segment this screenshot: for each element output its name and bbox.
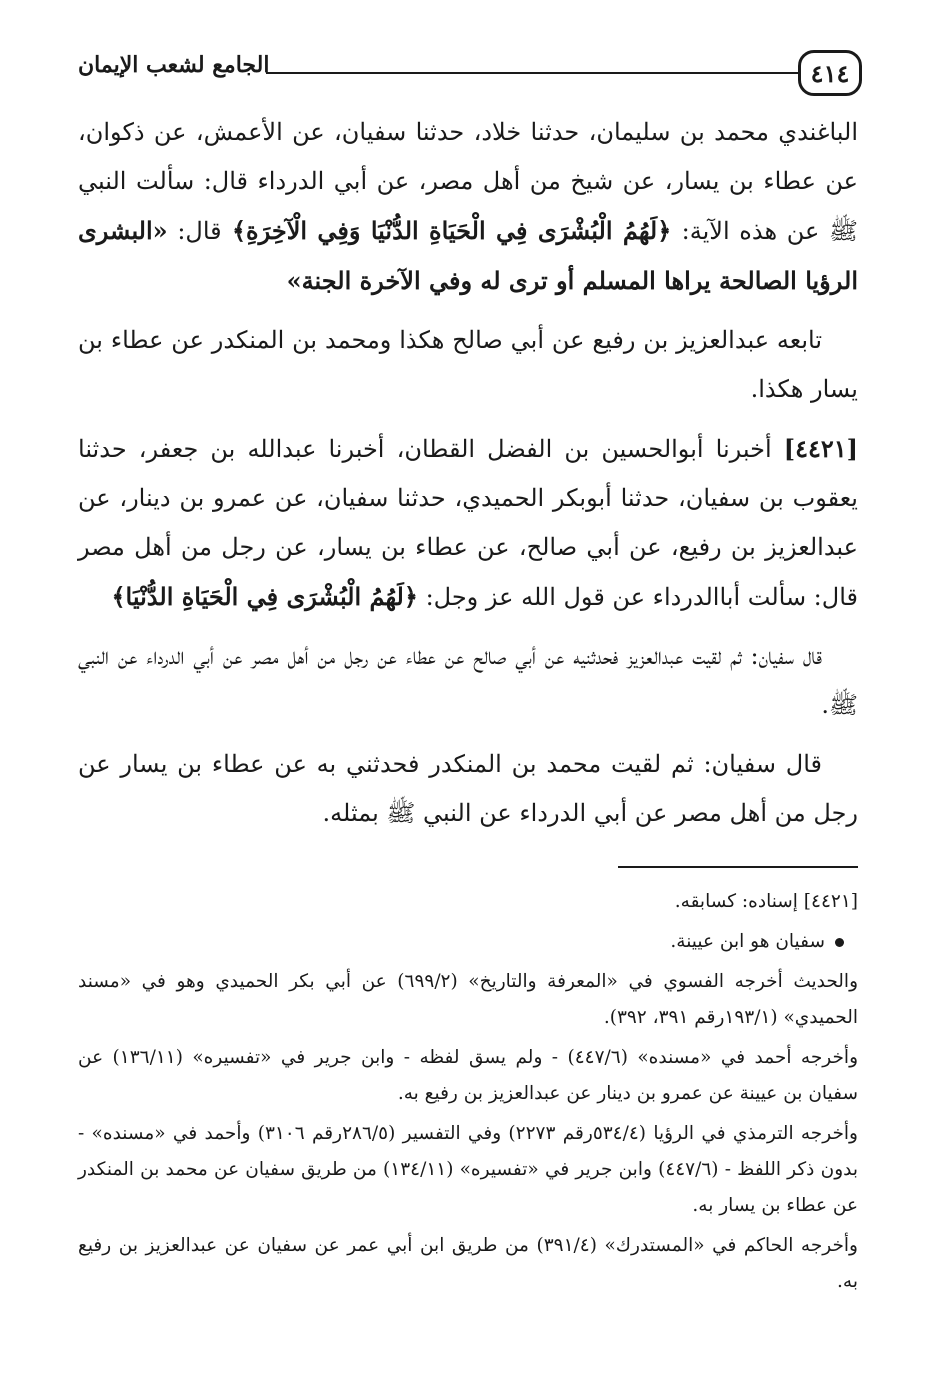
bullet-icon [835, 938, 844, 947]
footnote-6: وأخرجه الحاكم في «المستدرك» (٣٩١/٤) من طريق ابن أبي عمر عن سفيان عن عبدالعزيز بن رفيع به. [78, 1235, 858, 1292]
paragraph-1 [78, 108, 858, 306]
paragraph-2: تابعه عبدالعزيز بن رفيع عن أبي صالح هكذا ومحمد بن المنكدر عن عطاء بن يسار هكذا. [78, 326, 858, 403]
paragraph-5: قال سفيان: ثم لقيت محمد بن المنكدر فحدثني به عن عطاء بن يسار عن رجل من أهل مصر عن أبي الدرداء عن النبي ﷺ بمثله. [78, 750, 858, 827]
paragraph-3-text: أخبرنا أبوالحسين بن الفضل القطان، أخبرنا عبدالله بن جعفر، حدثنا يعقوب بن سفيان، حدثنا أبوبكر الحميدي، حدثنا سفيان، عن عمرو بن دينار، عن عبدالعزيز بن رفيع، عن أبي صالح، عن عطاء بن يسار، عن رجل من أهل مصر قال: سألت أباالدرداء عن قول الله عز وجل: [78, 435, 858, 611]
paragraph-4: قال سفيان: ثم لقيت عبدالعزيز فحدثنيه عن أبي صالح عن عطاء عن رجل من أهل مصر عن أبي الدرداء عن النبي ﷺ. [78, 642, 858, 719]
footnote-5: وأخرجه الترمذي في الرؤيا (٥٣٤/٤رقم ٢٢٧٣) وفي التفسير (٢٨٦/٥رقم ٣١٠٦) وأحمد في «مسنده» - بدون ذكر اللفظ - (٤٤٧/٦) وابن جرير في «تفسيره» (١٣٤/١١) من طريق سفيان عن محمد بن المنكدر عن عطاء بن يسار به. [78, 1123, 858, 1216]
footnote-2-text: سفيان هو ابن عيينة. [670, 931, 825, 952]
quran-verse-2: ﴿لَهُمُ الْبُشْرَى فِي الْحَيَاةِ الدُّنْيَا﴾ [111, 582, 418, 611]
hadith-number: [٤٤٢١] [783, 434, 858, 463]
header-rule [266, 72, 800, 74]
quran-verse-1: ﴿لَهُمُ الْبُشْرَى فِي الْحَيَاةِ الدُّنْيَا وَفِي الْآخِرَةِ﴾ [221, 216, 682, 245]
hadith-text: «البشرى الرؤيا الصالحة يراها المسلم أو ترى له وفي الآخرة الجنة» [78, 216, 858, 295]
book-title: الجامع لشعب الإيمان [78, 52, 270, 78]
footnote-1: [٤٤٢١] إسناده: كسابقه. [674, 891, 858, 912]
page [78, 44, 858, 1304]
footnote-separator [618, 866, 858, 868]
footnote-2 [78, 924, 858, 960]
footnote-3: والحديث أخرجه الفسوي في «المعرفة والتاريخ» (٦٩٩/٢) عن أبي بكر الحميدي وهو في «مسند الحميدي» (١٩٣/١رقم ٣٩١، ٣٩٢). [78, 971, 858, 1028]
paragraph-3 [78, 424, 858, 622]
page-header [78, 44, 858, 108]
said-label: قال: [167, 217, 222, 245]
paragraph-1-text: الباغندي محمد بن سليمان، حدثنا خلاد، حدثنا سفيان، عن الأعمش، عن ذكوان، عن عطاء بن يسار، عن شيخ من أهل مصر، عن أبي الدرداء قال: سألت النبي ﷺ عن هذه الآية: [78, 118, 858, 245]
page-number: ٤١٤ [798, 50, 862, 96]
footnote-4: وأخرجه أحمد في «مسنده» (٤٤٧/٦) - ولم يسق لفظه - وابن جرير في «تفسيره» (١٣٦/١١) عن سفيان بن عيينة عن عمرو بن دينار عن عبدالعزيز بن رفيع به. [78, 1047, 859, 1104]
